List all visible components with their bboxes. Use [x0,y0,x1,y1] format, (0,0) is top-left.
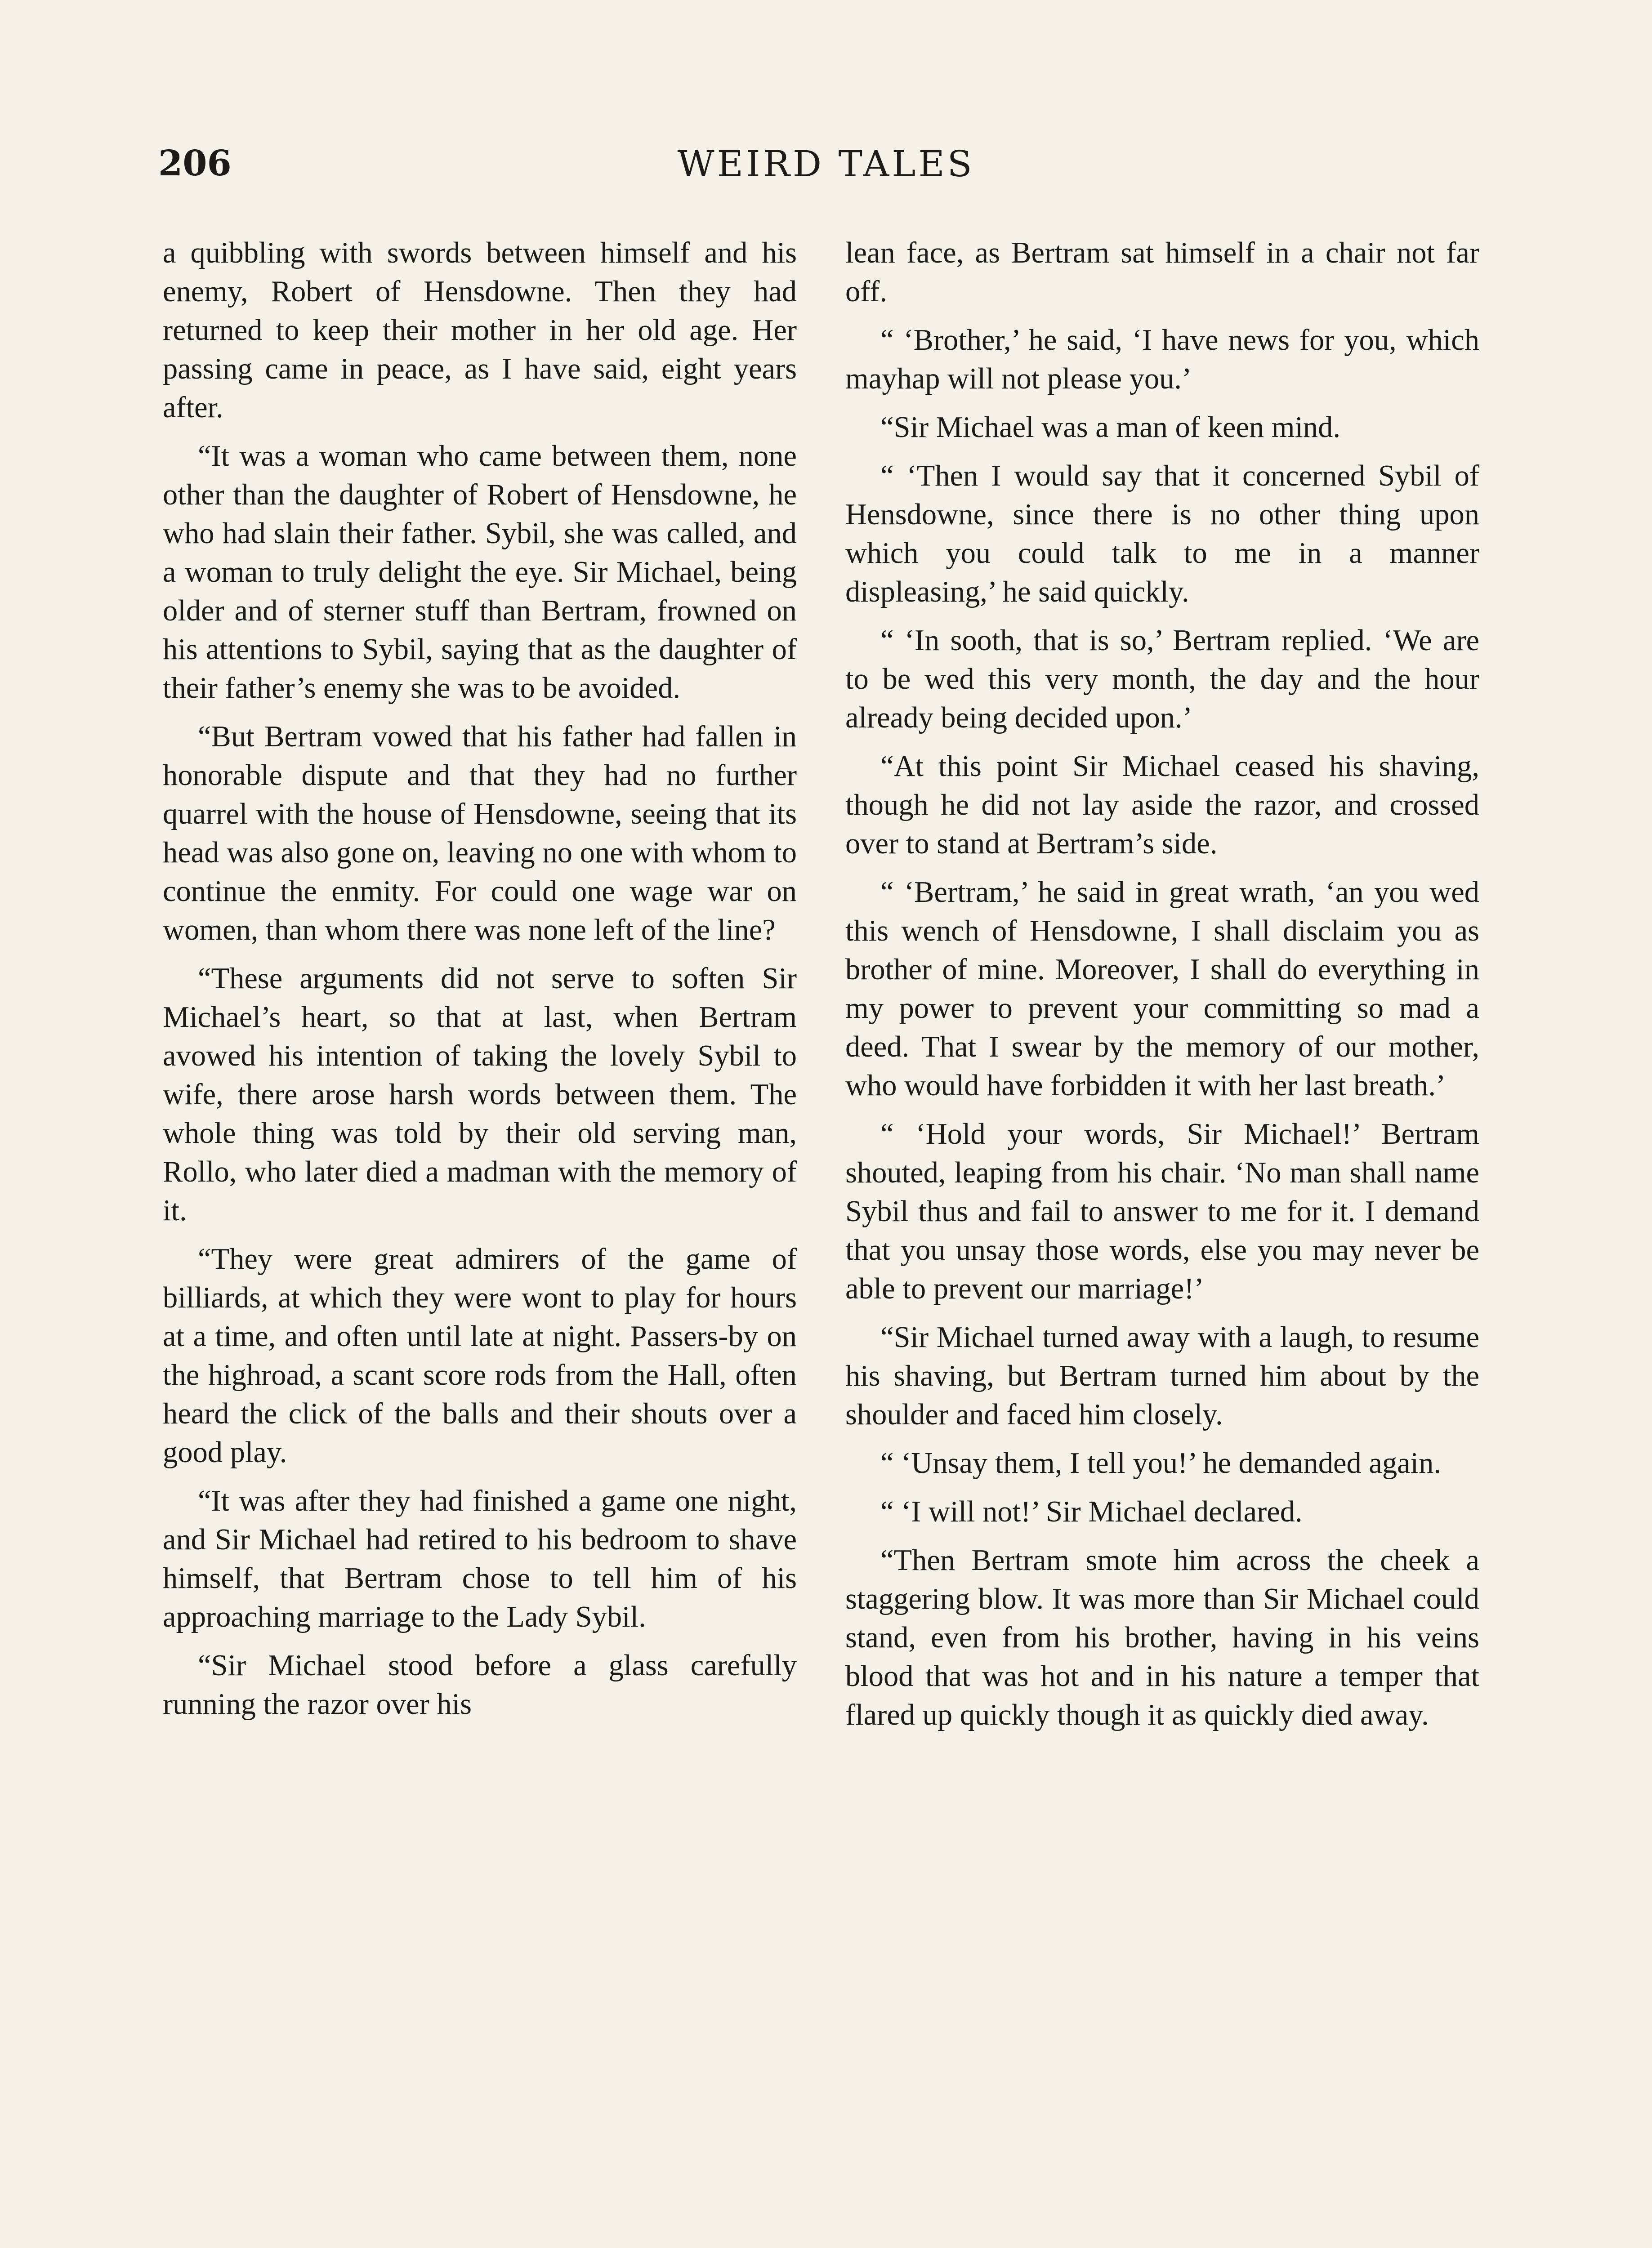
paragraph: “They were great admirers of the game of billiards, at which they were wont to play for hours at a time, and often until late at night. Passers-by on the highroad, a scant score rods from the Hall, often heard the click of the balls and their shouts over a good play. [163,1243,797,1469]
magazine-title: WEIRD TALES [677,143,975,185]
paragraph: “ ‘In sooth, that is so,’ Bertram replied. ‘We are to be wed this very month, the day and the hour already being decided upon.’ [845,624,1479,734]
paragraph: “Sir Michael was a man of keen mind. [880,411,1341,444]
paragraph: “ ‘Unsay them, I tell you!’ he demanded again. [880,1447,1442,1480]
running-head [158,143,1494,192]
paragraph: “These arguments did not serve to soften Sir Michael’s heart, so that at last, when Bertram avowed his intention of taking the lovely Sybil to wife, there arose harsh words between them. The whole thing was told by their old serving man, Rollo, who later died a madman with the memory of it. [163,962,797,1227]
paragraph: “Sir Michael turned away with a laugh, to resume his shaving, but Bertram turned him about by the shoulder and faced him closely. [845,1321,1479,1431]
page-number: 206 [158,143,232,184]
right-column [845,234,1479,1744]
paragraph: “At this point Sir Michael ceased his shaving, though he did not lay aside the razor, and crossed over to stand at Bertram’s side. [845,750,1479,860]
paragraph: “Then Bertram smote him across the cheek a staggering blow. It was more than Sir Michael could stand, even from his brother, having in his veins blood that was hot and in his nature a temper that flared up quickly though it as quickly died away. [845,1544,1479,1731]
paragraph: lean face, as Bertram sat himself in a chair not far off. [845,236,1479,308]
paragraph: “ ‘I will not!’ Sir Michael declared. [880,1495,1303,1528]
paragraph: “It was after they had finished a game one night, and Sir Michael had retired to his bedroom to shave himself, that Bertram chose to tell him of his approaching marriage to the Lady Sybil. [163,1485,797,1633]
paragraph: “But Bertram vowed that his father had fallen in honorable dispute and that they had no further quarrel with the house of Hensdowne, seeing that its head was also gone on, leaving no one with whom to continue the enmity. For could one wage war on women, than whom there was none left of the line? [163,720,797,946]
paragraph: a quibbling with swords between himself and his enemy, Robert of Hensdowne. Then they had returned to keep their mother in her old age. Her passing came in peace, as I have said, eight years after. [163,236,797,424]
paragraph: “Sir Michael stood before a glass carefully running the razor over his [163,1649,797,1721]
left-column [163,234,797,1734]
paragraph: “ ‘Bertram,’ he said in great wrath, ‘an you wed this wench of Hensdowne, I shall disclaim you as brother of mine. Moreover, I shall do everything in my power to prevent your committing so mad a deed. That I swear by the memory of our mother, who would have forbidden it with her last breath.’ [845,876,1479,1102]
paragraph: “ ‘Then I would say that it concerned Sybil of Hensdowne, since there is no other thing upon which you could talk to me in a manner displeasing,’ he said quickly. [845,459,1479,608]
paragraph: “ ‘Brother,’ he said, ‘I have news for you, which mayhap will not please you.’ [845,324,1479,395]
paragraph: “It was a woman who came between them, none other than the daughter of Robert of Hensdowne, he who had slain their father. Sybil, she was called, and a woman to truly delight the eye. Sir Michael, being older and of sterner stuff than Bertram, frowned on his attentions to Sybil, saying that as the daughter of their father’s enemy she was to be avoided. [163,440,797,705]
paragraph: “ ‘Hold your words, Sir Michael!’ Bertram shouted, leaping from his chair. ‘No man shall name Sybil thus and fail to answer to me for it. I demand that you unsay those words, else you may never be able to prevent our marriage!’ [845,1118,1479,1305]
